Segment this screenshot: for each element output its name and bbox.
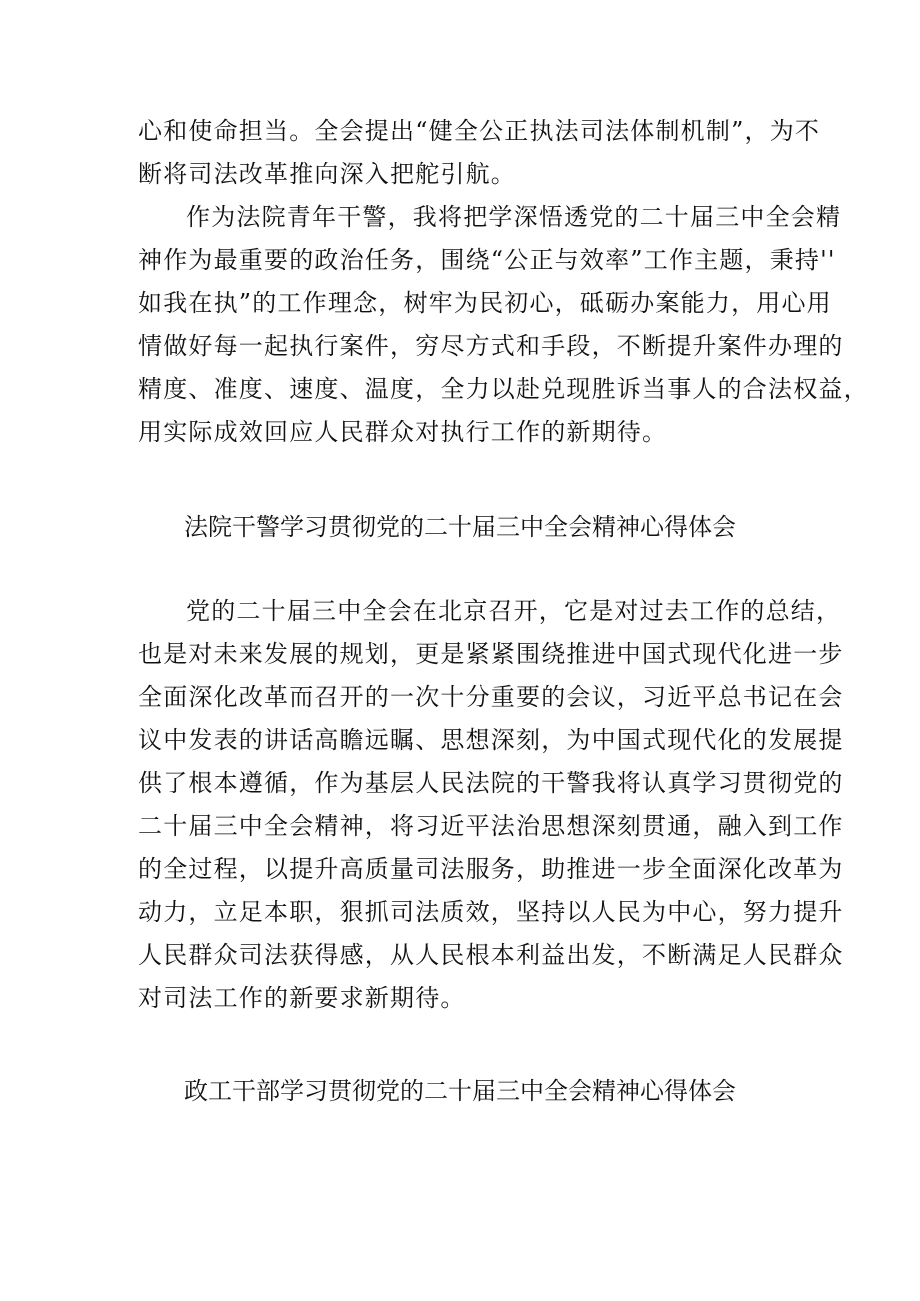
section-heading: 法院干警学习贯彻党的二十届三中全会精神心得体会 [184,513,736,541]
paragraph-line: 二十届三中全会精神，将习近平法治思想深刻贯通，融入到工作 [138,812,844,840]
paragraph-line: 的全过程，以提升高质量司法服务，助推进一步全面深化改革为 [138,855,844,883]
paragraph-line: 心和使命担当。全会提出“健全公正执法司法体制机制”，为不 [138,117,821,145]
paragraph-line: 全面深化改革而召开的一次十分重要的会议，习近平总书记在会 [138,683,844,711]
paragraph-line: 断将司法改革推向深入把舵引航。 [138,160,516,188]
paragraph-line: 人民群众司法获得感，从人民根本利益出发，不断满足人民群众 [138,941,844,969]
paragraph-line: 也是对未来发展的规划，更是紧紧围绕推进中国式现代化进一步 [138,640,844,668]
paragraph-line: 情做好每一起执行案件，穷尽方式和手段，不断提升案件办理的 [138,332,844,360]
paragraph-line: 用实际成效回应人民群众对执行工作的新期待。 [138,418,668,446]
paragraph-line: 如我在执”的工作理念，树牢为民初心，砥砺办案能力，用心用 [138,289,832,317]
section-heading: 政工干部学习贯彻党的二十届三中全会精神心得体会 [184,1077,736,1105]
paragraph-line: 作为法院青年干警，我将把学深悟透党的二十届三中全会精 [186,203,842,231]
paragraph-line: 供了根本遵循，作为基层人民法院的干警我将认真学习贯彻党的 [138,769,844,797]
paragraph-line: 动力，立足本职，狠抓司法质效，坚持以人民为中心，努力提升 [138,898,844,926]
paragraph-line: 对司法工作的新要求新期待。 [138,984,466,1012]
paragraph-line: 党的二十届三中全会在北京召开，它是对过去工作的总结， [186,597,842,625]
paragraph-line: 议中发表的讲话高瞻远瞩、思想深刻，为中国式现代化的发展提 [138,726,844,754]
paragraph-line: 神作为最重要的政治任务，围绕“公正与效率”工作主题，秉持'' [138,246,836,274]
paragraph-line: 精度、准度、速度、温度，全力以赴兑现胜诉当事人的合法权益， [138,375,869,403]
